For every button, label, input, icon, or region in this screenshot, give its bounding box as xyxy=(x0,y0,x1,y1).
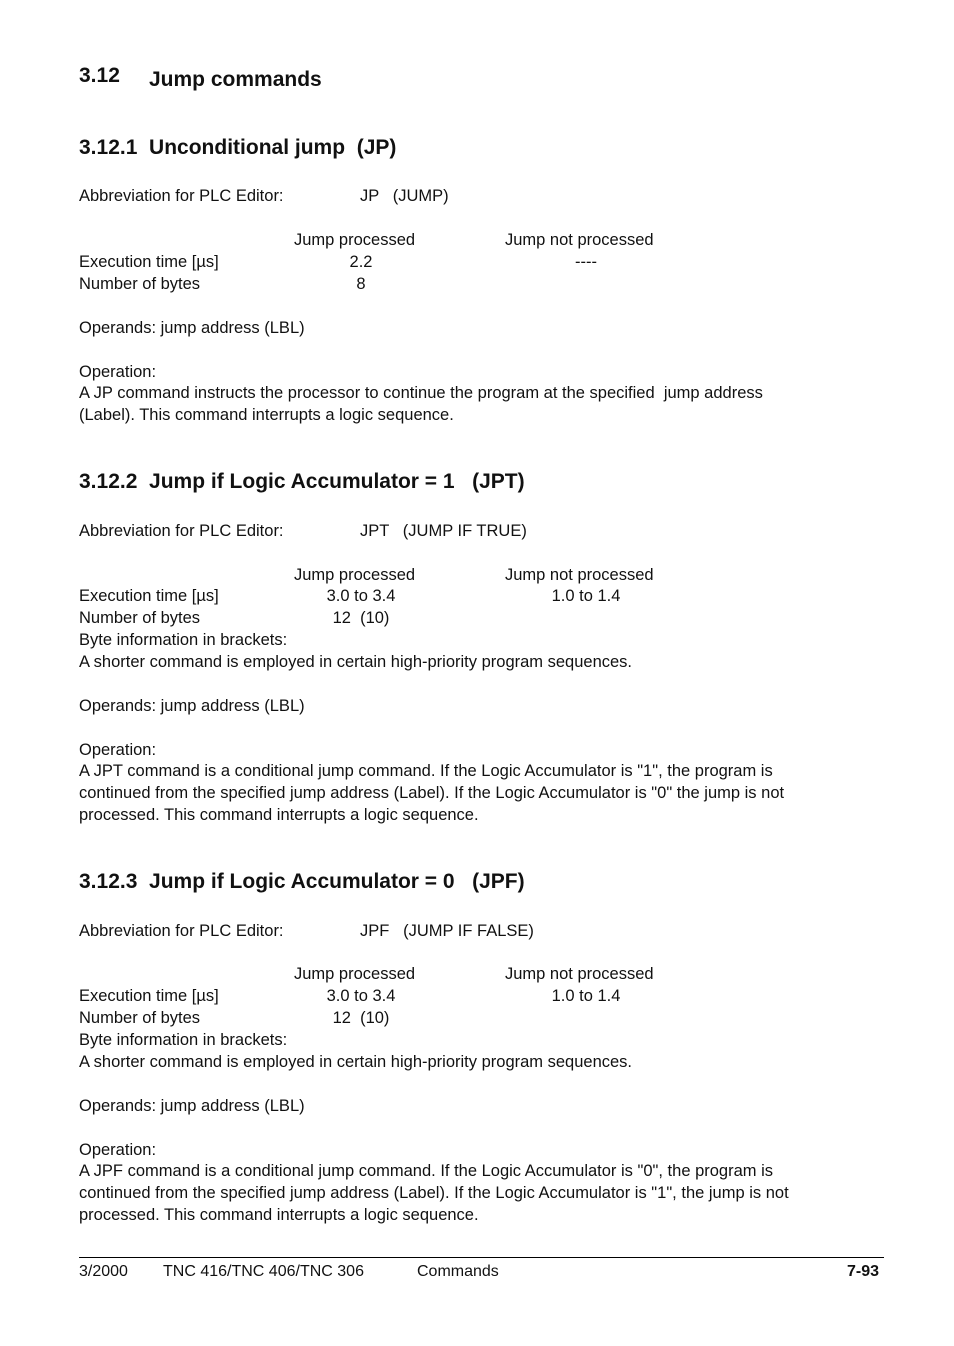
operands: Operands: jump address (LBL) xyxy=(79,1097,305,1115)
exec-time-label: Execution time [µs] xyxy=(79,253,219,271)
operation-line: (Label). This command interrupts a logic sequence. xyxy=(79,406,454,424)
operation-line: continued from the specified jump address (Label). If the Logic Accumulator is "1", the jump is not xyxy=(79,1184,789,1202)
section-heading: 3.12.1 Unconditional jump (JP) xyxy=(79,136,397,159)
col-processed-header: Jump processed xyxy=(294,566,416,584)
operation-line: A JP command instructs the processor to continue the program at the specified jump address xyxy=(79,384,763,402)
abbrev-value: JPF (JUMP IF FALSE) xyxy=(360,922,534,940)
shorter-note: A shorter command is employed in certain high-priority program sequences. xyxy=(79,1053,633,1071)
operands: Operands: jump address (LBL) xyxy=(79,319,305,337)
chapter-title: Jump commands xyxy=(149,68,322,91)
byte-info: Byte information in brackets: xyxy=(79,1031,288,1049)
footer-date: 3/2000 xyxy=(79,1263,128,1280)
operation-label: Operation: xyxy=(79,741,157,759)
operation-line: A JPF command is a conditional jump command. If the Logic Accumulator is "0", the program is xyxy=(79,1162,774,1180)
operands: Operands: jump address (LBL) xyxy=(79,697,305,715)
exec-time-not-processed: 1.0 to 1.4 xyxy=(551,587,621,605)
col-processed-header: Jump processed xyxy=(294,965,416,983)
col-not-processed-header: Jump not processed xyxy=(505,566,654,584)
footer-models: TNC 416/TNC 406/TNC 306 xyxy=(163,1263,364,1280)
exec-time-not-processed: 1.0 to 1.4 xyxy=(551,987,621,1005)
operation-label: Operation: xyxy=(79,363,157,381)
abbrev-value: JP (JUMP) xyxy=(360,187,449,205)
abbrev-value: JPT (JUMP IF TRUE) xyxy=(360,522,527,540)
operation-label: Operation: xyxy=(79,1141,157,1159)
col-processed-header: Jump processed xyxy=(294,231,416,249)
operation-line: A JPT command is a conditional jump command. If the Logic Accumulator is "1", the program is xyxy=(79,762,773,780)
bytes-label: Number of bytes xyxy=(79,1009,201,1027)
exec-time-not-processed: ---- xyxy=(575,253,597,271)
footer-rule xyxy=(79,1257,884,1258)
exec-time-processed: 3.0 to 3.4 xyxy=(326,987,396,1005)
bytes-processed: 12 (10) xyxy=(332,1009,390,1027)
operation-line: continued from the specified jump address (Label). If the Logic Accumulator is "0" the jump is not xyxy=(79,784,785,802)
col-not-processed-header: Jump not processed xyxy=(505,231,654,249)
section-heading: 3.12.3 Jump if Logic Accumulator = 0 (JPF) xyxy=(79,870,525,893)
bytes-label: Number of bytes xyxy=(79,609,201,627)
section-heading: 3.12.2 Jump if Logic Accumulator = 1 (JPT) xyxy=(79,470,525,493)
operation-line: processed. This command interrupts a logic sequence. xyxy=(79,1206,479,1224)
chapter-number: 3.12 xyxy=(79,64,120,87)
bytes-processed: 8 xyxy=(356,275,366,293)
operation-line: processed. This command interrupts a logic sequence. xyxy=(79,806,479,824)
abbrev-label: Abbreviation for PLC Editor: xyxy=(79,922,284,940)
shorter-note: A shorter command is employed in certain high-priority program sequences. xyxy=(79,653,633,671)
exec-time-label: Execution time [µs] xyxy=(79,587,219,605)
abbrev-label: Abbreviation for PLC Editor: xyxy=(79,522,284,540)
footer-chapter: Commands xyxy=(417,1263,499,1280)
exec-time-processed: 3.0 to 3.4 xyxy=(326,587,396,605)
exec-time-label: Execution time [µs] xyxy=(79,987,219,1005)
page-number: 7-93 xyxy=(846,1263,879,1280)
exec-time-processed: 2.2 xyxy=(349,253,373,271)
bytes-processed: 12 (10) xyxy=(332,609,390,627)
abbrev-label: Abbreviation for PLC Editor: xyxy=(79,187,284,205)
bytes-label: Number of bytes xyxy=(79,275,201,293)
byte-info: Byte information in brackets: xyxy=(79,631,288,649)
col-not-processed-header: Jump not processed xyxy=(505,965,654,983)
